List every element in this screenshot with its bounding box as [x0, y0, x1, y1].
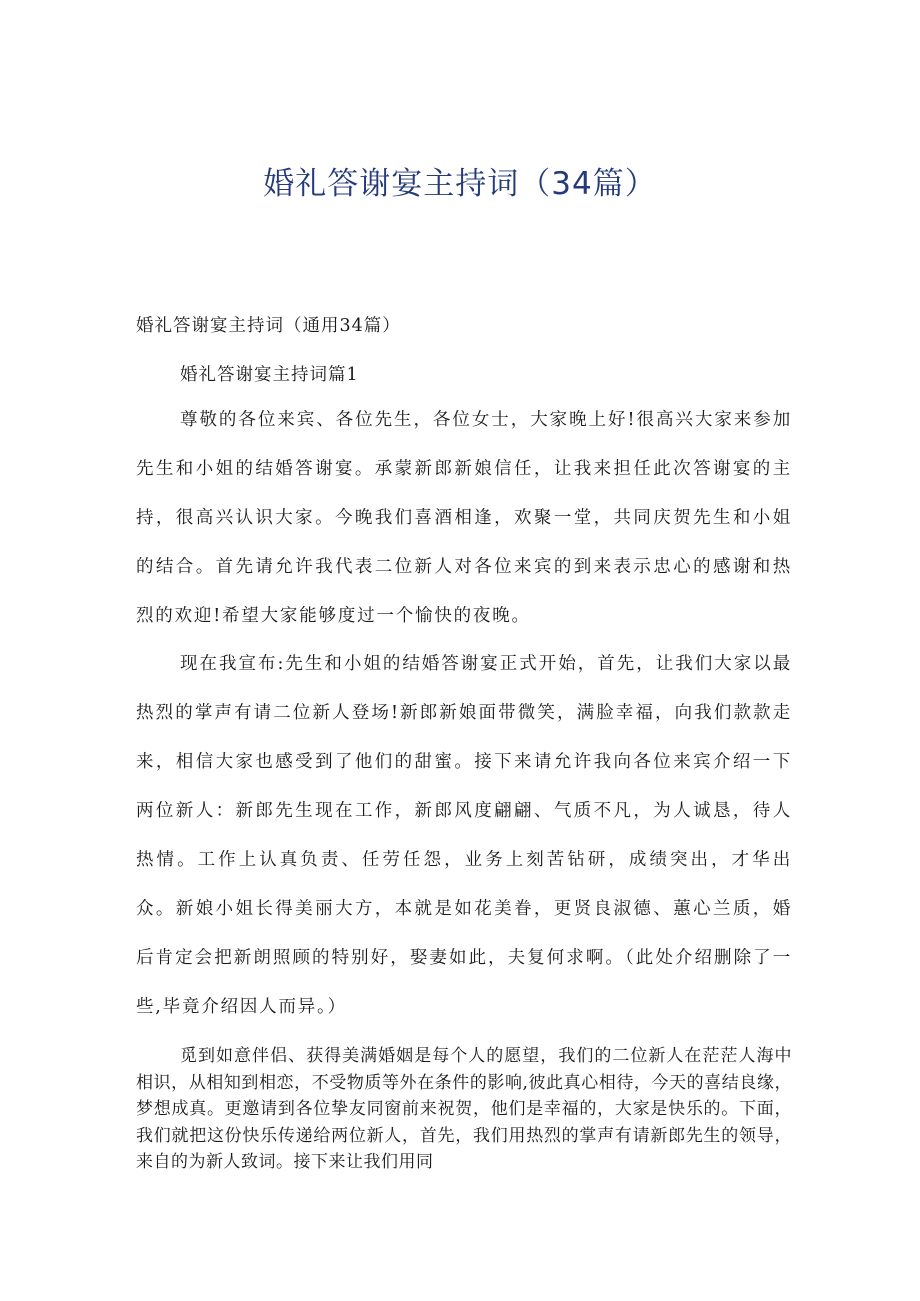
document-title: 婚礼答谢宴主持词（34篇） — [263, 166, 657, 202]
paragraph: 觅到如意伴侣、获得美满婚姻是每个人的愿望，我们的二位新人在茫茫人海中相识，从相知到相恋，不受物质等外在条件的影响,彼此真心相待，今天的喜结良缘，梦想成真。更邀请到各位挚友同窗前来祝贺，他们是幸福的，大家是快乐的。下面，我们就把这份快乐传递给两位新人，首先，我们用热烈的掌声有请新郎先生的领导，来自的为新人致词。接下来让我们用同 — [136, 1046, 792, 1172]
paragraph: 尊敬的各位来宾、各位先生，各位女士，大家晚上好!很高兴大家来参加先生和小姐的结婚答谢宴。承蒙新郎新娘信任，让我来担任此次答谢宴的主持，很高兴认识大家。今晚我们喜酒相逢，欢聚一堂，共同庆贺先生和小姐的结合。首先请允许我代表二位新人对各位来宾的到来表示忠心的感谢和热烈的欢迎!希望大家能够度过一个愉快的夜晚。 — [136, 410, 792, 626]
paragraph: 现在我宣布:先生和小姐的结婚答谢宴正式开始，首先，让我们大家以最热烈的掌声有请二位新人登场!新郎新娘面带微笑，满脸幸福，向我们款款走来，相信大家也感受到了他们的甜蜜。接下来请允许我向各位来宾介绍一下两位新人：新郎先生现在工作，新郎风度翩翩、气质不凡，为人诚恳，待人热情。工作上认真负责、任劳任怨，业务上刻苦钻研，成绩突出，才华出众。新娘小姐长得美丽大方，本就是如花美眷，更贤良淑德、蕙心兰质，婚后肯定会把新朗照顾的特别好，娶妻如此，夫复何求啊。（此处介绍删除了一些,毕竟介绍因人而异。） — [136, 654, 792, 1017]
section-heading: 婚礼答谢宴主持词篇1 — [180, 365, 359, 385]
document-subtitle: 婚礼答谢宴主持词（通用34篇） — [136, 316, 401, 336]
